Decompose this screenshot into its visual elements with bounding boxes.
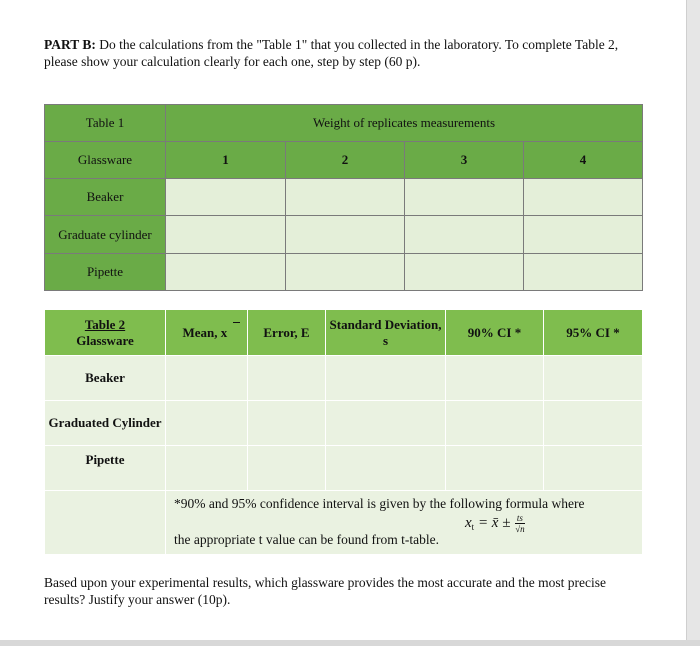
table-cell <box>405 179 524 216</box>
table2-sd-header: Standard Deviation, s <box>326 310 446 356</box>
closing-question: Based upon your experimental results, which glassware provides the most accurate and the most precise results? Justify your answer (10p). <box>44 575 606 607</box>
table-cell <box>446 356 544 401</box>
table-cell <box>524 216 643 254</box>
table1-col-4: 4 <box>524 142 643 179</box>
table-cell <box>524 179 643 216</box>
table2-glassware-label: Glassware <box>76 332 134 348</box>
table1-col-3: 3 <box>405 142 524 179</box>
table-cell <box>45 491 166 555</box>
table-cell <box>544 401 643 446</box>
table-row <box>45 446 643 491</box>
table2-row-pipette: Pipette <box>45 446 166 491</box>
table2-ci90-header: 90% CI * <box>446 310 544 356</box>
table2-glassware-header <box>45 310 166 356</box>
table1-row-pipette: Pipette <box>45 254 166 291</box>
part-b-instructions <box>44 36 644 70</box>
formula-lhs-sub: t <box>471 521 475 532</box>
ci-note-line-1: *90% and 95% confidence interval is given by the following formula where <box>174 496 585 511</box>
part-b-text: Do the calculations from the "Table 1" that you collected in the laboratory. To complete Table 2, please show your calculation clearly for each one, step by step (60 p). <box>44 37 619 69</box>
table-row <box>45 179 643 216</box>
table-cell <box>326 446 446 491</box>
page-edge-right <box>686 0 700 646</box>
table-row <box>45 216 643 254</box>
table-cell <box>405 254 524 291</box>
table2-mean-header <box>166 310 248 356</box>
table-cell <box>248 356 326 401</box>
part-b-label: PART B: <box>44 37 96 52</box>
table-cell <box>248 401 326 446</box>
table1-glassware-header: Glassware <box>45 142 166 179</box>
table-cell <box>544 446 643 491</box>
formula-fraction <box>515 513 524 534</box>
table-cell <box>326 401 446 446</box>
table2-title: Table 2 <box>84 316 126 332</box>
mean-label: Mean, x <box>182 324 228 340</box>
table1-col-2: 2 <box>286 142 405 179</box>
table1-row-beaker: Beaker <box>45 179 166 216</box>
table-cell <box>524 254 643 291</box>
ci-note-line-2: the appropriate t value can be found from t-table. <box>174 532 440 547</box>
table-2 <box>44 309 643 555</box>
x-bar-mark <box>227 325 230 341</box>
table-cell <box>166 254 286 291</box>
table-cell <box>248 446 326 491</box>
table-row <box>45 254 643 291</box>
table-cell <box>166 179 286 216</box>
formula-numerator: ts <box>516 513 523 523</box>
formula-mid: = x̄ ± <box>474 514 515 531</box>
ci-formula <box>465 513 525 535</box>
table-cell <box>166 401 248 446</box>
table2-row-beaker: Beaker <box>45 356 166 401</box>
formula-lhs: x <box>465 514 472 531</box>
table-row <box>45 356 643 401</box>
page-edge-bottom <box>0 640 700 646</box>
table1-col-1: 1 <box>166 142 286 179</box>
confidence-interval-note <box>166 491 643 555</box>
table2-ci95-header: 95% CI * <box>544 310 643 356</box>
table-cell <box>326 356 446 401</box>
table1-title: Table 1 <box>45 105 166 142</box>
table-cell <box>286 216 405 254</box>
table1-span-header: Weight of replicates measurements <box>166 105 643 142</box>
table-cell <box>446 401 544 446</box>
table-cell <box>166 356 248 401</box>
table-cell <box>286 179 405 216</box>
table-row <box>45 401 643 446</box>
table-cell <box>405 216 524 254</box>
table2-row-graduated-cylinder: Graduated Cylinder <box>45 401 166 446</box>
table-1 <box>44 104 643 291</box>
table-cell <box>544 356 643 401</box>
formula-denominator: √n <box>515 524 525 534</box>
table2-error-header: Error, E <box>248 310 326 356</box>
table1-row-graduate-cylinder: Graduate cylinder <box>45 216 166 254</box>
table-cell <box>446 446 544 491</box>
table-cell <box>166 216 286 254</box>
table-cell <box>286 254 405 291</box>
table-cell <box>166 446 248 491</box>
